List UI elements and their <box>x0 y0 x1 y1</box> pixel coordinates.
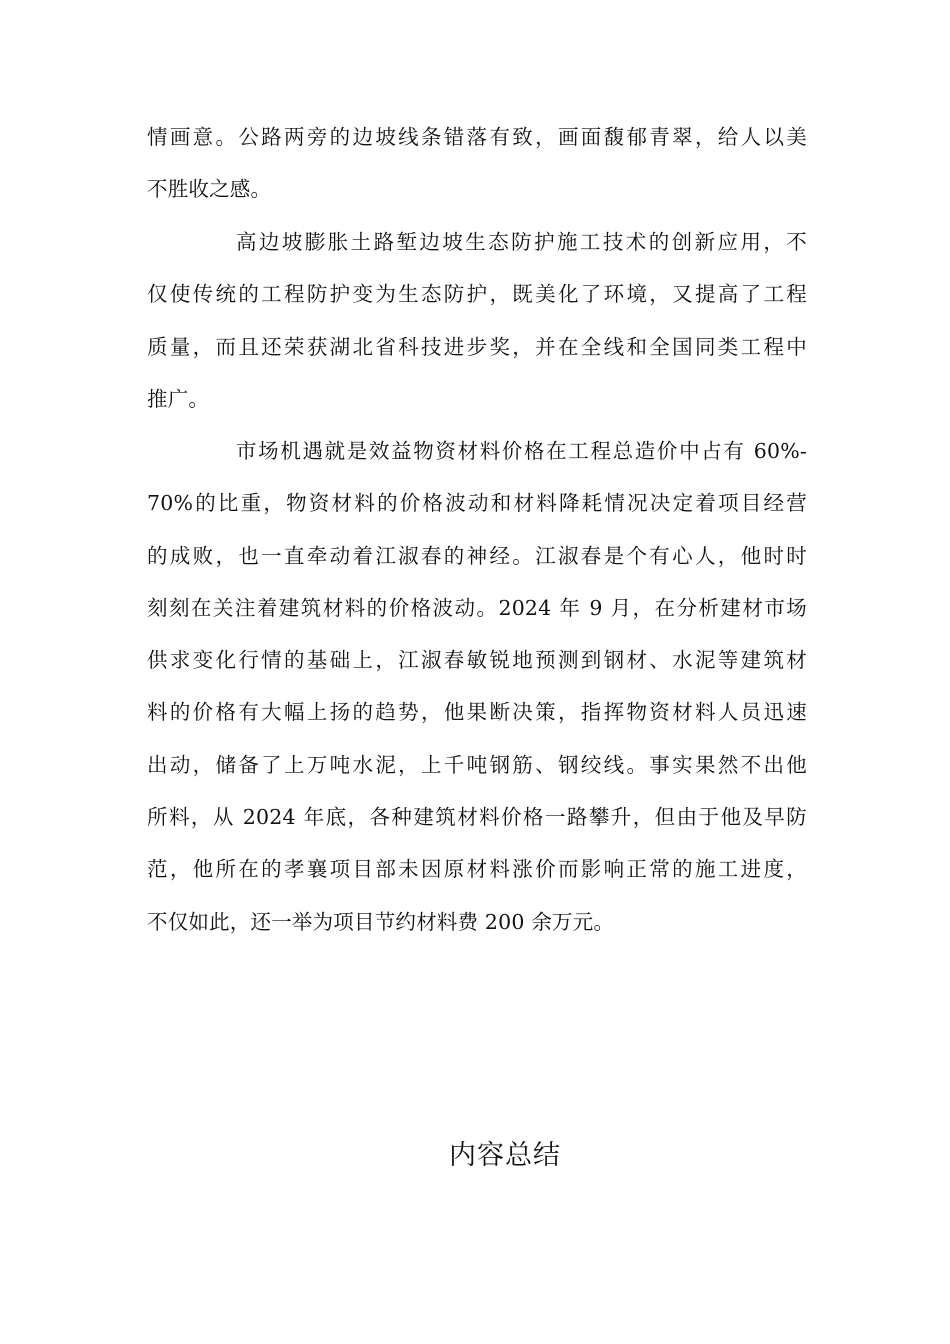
paragraph-line: 出动，储备了上万吨水泥，上千吨钢筋、钢绞线。事实果然不出他 <box>147 752 807 777</box>
paragraph-line: 的成败，也一直牵动着江淑春的神经。江淑春是个有心人，他时时 <box>147 543 807 568</box>
paragraph-line: 范，他所在的孝襄项目部未因原材料涨价而影响正常的施工进度， <box>147 857 807 882</box>
paragraph-1 <box>147 111 807 216</box>
paragraph-line: 仅使传统的工程防护变为生态防护，既美化了环境，又提高了工程 <box>147 282 807 307</box>
paragraph-line: 所料，从 2024 年底，各种建筑材料价格一路攀升，但由于他及早防 <box>147 805 807 830</box>
paragraph-line: 供求变化行情的基础上，江淑春敏锐地预测到钢材、水泥等建筑材 <box>147 648 807 673</box>
paragraph-line: 料的价格有大幅上扬的趋势，他果断决策，指挥物资材料人员迅速 <box>147 700 807 725</box>
paragraph-line: 刻刻在关注着建筑材料的价格波动。2024 年 9 月，在分析建材市场 <box>147 595 807 620</box>
paragraph-line: 市场机遇就是效益物资材料价格在工程总造价中占有 60%- <box>236 439 807 463</box>
paragraph-line: 推广。 <box>147 386 210 411</box>
paragraph-line: 不胜收之感。 <box>147 177 272 202</box>
paragraph-line: 不仅如此，还一举为项目节约材料费 200 余万元。 <box>147 909 615 934</box>
paragraph-2 <box>147 216 807 425</box>
paragraph-line: 情画意。公路两旁的边坡线条错落有致，画面馥郁青翠，给人以美 <box>147 125 807 149</box>
paragraph-line: 质量，而且还荣获湖北省科技进步奖，并在全线和全国同类工程中 <box>147 334 807 359</box>
summary-heading: 内容总结 <box>449 1140 561 1171</box>
paragraph-3 <box>147 425 807 948</box>
paragraph-line: 70%的比重，物资材料的价格波动和材料降耗情况决定着项目经营 <box>147 491 807 516</box>
paragraph-line: 高边坡膨胀土路堑边坡生态防护施工技术的创新应用，不 <box>236 230 807 254</box>
